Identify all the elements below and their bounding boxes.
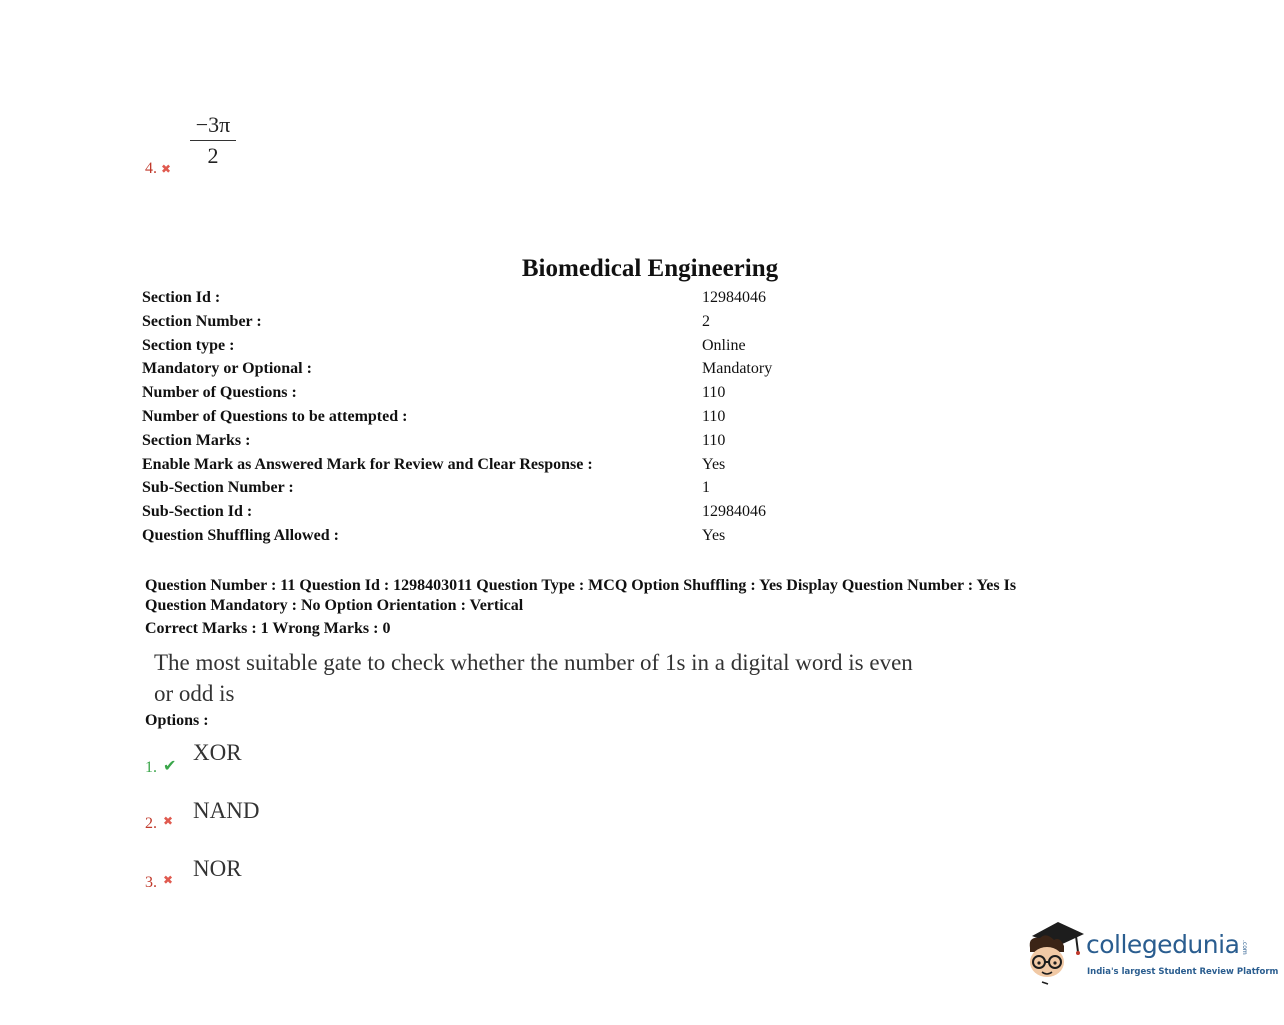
cross-icon: ✖ — [163, 814, 174, 828]
question-meta-line1: Question Number : 11 Question Id : 1298403011 Question Type : MCQ Option Shuffling : Yes Display Question Number : Yes Is — [145, 577, 1017, 594]
info-value: Online — [702, 336, 746, 354]
info-row — [142, 476, 842, 500]
fraction-answer — [190, 112, 236, 169]
option-number: 3. — [145, 874, 157, 891]
info-value: 12984046 — [702, 289, 766, 306]
info-value: 2 — [702, 312, 710, 330]
info-row — [142, 357, 842, 381]
info-row — [142, 453, 842, 477]
option-number: 2. — [145, 815, 157, 832]
cross-icon: ✖ — [161, 162, 172, 176]
info-label: Sub-Section Id : — [142, 503, 253, 521]
info-label: Section Marks : — [142, 431, 251, 449]
question-text-line2: or odd is — [154, 681, 235, 706]
info-label: Mandatory or Optional : — [142, 360, 312, 378]
info-label: Section type : — [142, 336, 235, 354]
question-text — [154, 647, 974, 709]
info-row — [142, 381, 842, 405]
section-heading: Biomedical Engineering — [521, 255, 779, 282]
info-label: Enable Mark as Answered Mark for Review and Clear Response : — [142, 455, 593, 473]
section-info-table — [142, 286, 842, 548]
check-icon: ✔ — [163, 756, 177, 775]
options-label: Options : — [145, 712, 209, 729]
brand-suffix: .com — [1241, 940, 1248, 955]
option-2 — [145, 798, 260, 832]
info-value: 1 — [702, 479, 710, 497]
fraction-denominator: 2 — [207, 143, 219, 168]
option-text: NOR — [193, 856, 242, 881]
info-value: 110 — [702, 431, 726, 449]
option-3 — [145, 856, 242, 891]
info-label: Number of Questions to be attempted : — [142, 407, 408, 425]
brand-tagline: India's largest Student Review Platform — [1087, 967, 1279, 977]
info-row — [142, 405, 842, 429]
mascot-logo-icon — [1024, 918, 1086, 988]
info-row — [142, 286, 842, 310]
fraction-numerator: −3π — [190, 112, 236, 141]
info-value: 110 — [702, 384, 726, 402]
option-1 — [145, 740, 242, 776]
question-text-line1: The most suitable gate to check whether the number of 1s in a digital word is even — [154, 650, 913, 675]
info-value: Yes — [702, 526, 726, 544]
option-text: XOR — [193, 740, 242, 765]
previous-option-4 — [145, 160, 171, 178]
info-value: 110 — [702, 407, 726, 425]
info-row — [142, 310, 842, 334]
info-row — [142, 524, 842, 548]
info-label: Section Number : — [142, 312, 262, 330]
option-number: 4. — [145, 160, 157, 177]
question-meta — [145, 576, 1145, 616]
cross-icon: ✖ — [163, 873, 174, 887]
info-value: Yes — [702, 455, 726, 473]
question-meta-line2: Question Mandatory : No Option Orientation : Vertical — [145, 597, 524, 614]
option-number: 1. — [145, 759, 157, 776]
info-label: Question Shuffling Allowed : — [142, 526, 339, 544]
info-label: Section Id : — [142, 289, 221, 306]
info-value: Mandatory — [702, 360, 773, 378]
info-label: Sub-Section Number : — [142, 479, 294, 497]
info-row — [142, 429, 842, 453]
info-label: Number of Questions : — [142, 384, 297, 402]
info-row — [142, 334, 842, 358]
question-marks: Correct Marks : 1 Wrong Marks : 0 — [145, 620, 391, 637]
brand-name: collegedunia — [1086, 930, 1240, 959]
info-row — [142, 500, 842, 524]
info-value: 12984046 — [702, 503, 766, 521]
option-text: NAND — [193, 798, 260, 823]
